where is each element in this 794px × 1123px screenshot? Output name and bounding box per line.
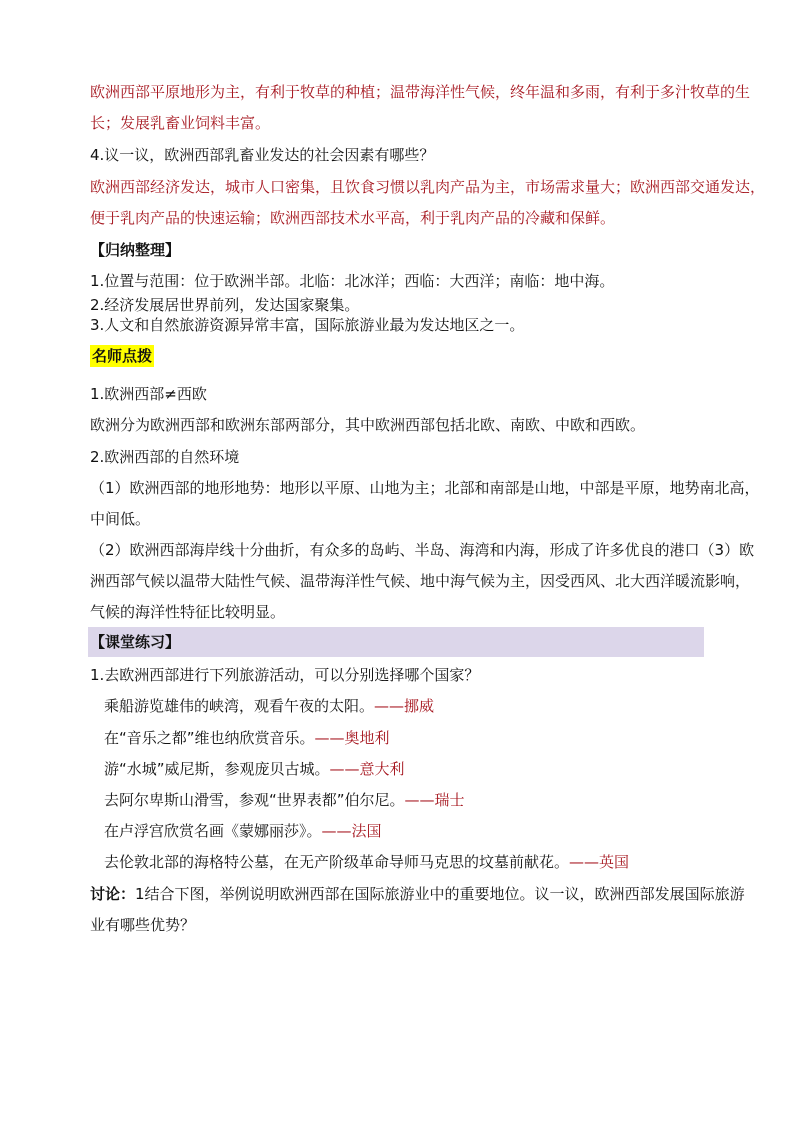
summary-item-3: 3.人文和自然旅游资源异常丰富，国际旅游业最为发达地区之一。 (90, 316, 525, 334)
summary-heading: 【归纳整理】 (90, 241, 181, 259)
tips-point-2-title: 2.欧洲西部的自然环境 (90, 448, 240, 466)
practice-item: 乘船游览雄伟的峡湾，观看午夜的太阳。——挪威 (104, 697, 435, 715)
q4-answer-line1: 欧洲西部经济发达，城市人口密集，且饮食习惯以乳肉产品为主，市场需求量大；欧洲西部交通发达， (90, 178, 766, 196)
tips-item-1-line2: 中间低。 (90, 510, 151, 528)
practice-item: 去阿尔卑斯山滑雪，参观“世界表都”伯尔尼。——瑞士 (104, 791, 465, 809)
tips-item-2-line1: （2）欧洲西部海岸线十分曲折，有众多的岛屿、半岛、海湾和内海，形成了许多优良的港口（3）欧 (90, 541, 755, 559)
q4-answer-line2: 便于乳肉产品的快速运输；欧洲西部技术水平高，利于乳肉产品的冷藏和保鲜。 (90, 209, 616, 227)
practice-answer: ——意大利 (329, 760, 405, 778)
practice-item: 去伦敦北部的海格特公墓，在无产阶级革命导师马克思的坟墓前献花。——英国 (104, 853, 630, 871)
tips-item-2-line3: 气候的海洋性特征比较明显。 (90, 603, 286, 621)
teacher-tips-label: 名师点拨 (92, 347, 153, 365)
practice-answer: ——法国 (321, 822, 382, 840)
practice-item: 游“水城”威尼斯，参观庞贝古城。——意大利 (104, 760, 405, 778)
practice-question: 1.去欧洲西部进行下列旅游活动，可以分别选择哪个国家？ (90, 666, 480, 684)
discussion-line2: 业有哪些优势？ (90, 916, 196, 934)
practice-heading: 【课堂练习】 (90, 633, 181, 651)
intro-answer-line1: 欧洲西部平原地形为主，有利于牧草的种植；温带海洋性气候，终年温和多雨，有利于多汁牧草的生 (90, 83, 751, 101)
practice-answer: ——奥地利 (314, 729, 390, 747)
tips-point-1-text: 欧洲分为欧洲西部和欧洲东部两部分，其中欧洲西部包括北欧、南欧、中欧和西欧。 (90, 416, 646, 434)
summary-item-1: 1.位置与范围：位于欧洲半部。北临：北冰洋；西临：大西洋；南临：地中海。 (90, 272, 615, 290)
tips-point-1-title: 1.欧洲西部≠西欧 (90, 385, 207, 403)
discussion-line1: 讨论：1结合下图，举例说明欧洲西部在国际旅游业中的重要地位。议一议，欧洲西部发展国际旅游 (90, 885, 745, 903)
question-4: 4.议一议，欧洲西部乳畜业发达的社会因素有哪些？ (90, 146, 435, 164)
practice-item: 在卢浮宫欣赏名画《蒙娜丽莎》。——法国 (104, 822, 382, 840)
tips-item-1-line1: （1）欧洲西部的地形地势：地形以平原、山地为主；北部和南部是山地，中部是平原，地势南北高， (90, 479, 760, 497)
practice-heading-band (88, 627, 704, 657)
discussion-label: 讨论： (90, 885, 136, 903)
tips-item-2-line2: 洲西部气候以温带大陆性气候、温带海洋性气候、地中海气候为主，因受西风、北大西洋暖流影响， (90, 572, 751, 590)
practice-answer: ——英国 (569, 853, 630, 871)
practice-item: 在“音乐之都”维也纳欣赏音乐。——奥地利 (104, 729, 390, 747)
practice-answer: ——瑞士 (404, 791, 465, 809)
summary-item-2: 2.经济发展居世界前列，发达国家聚集。 (90, 296, 360, 314)
practice-answer: ——挪威 (374, 697, 435, 715)
intro-answer-line2: 长；发展乳畜业饲料丰富。 (90, 114, 271, 132)
